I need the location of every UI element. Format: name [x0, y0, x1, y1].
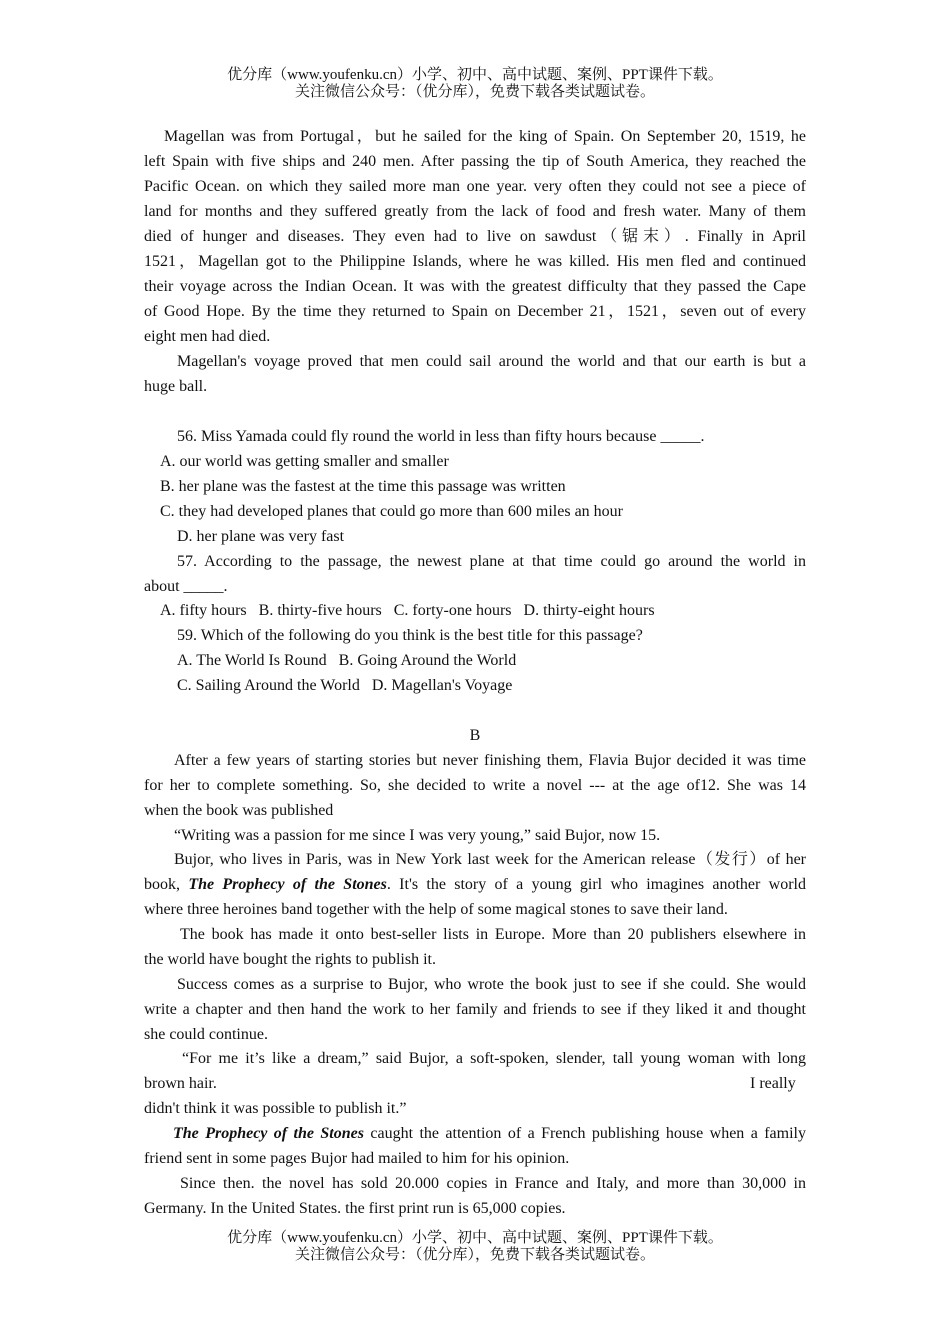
passage-b-line: “Writing was a passion for me since I was very young,” said Bujor, now 15.: [174, 827, 661, 844]
text-run: . It's the story of a young girl who imagines another world: [386, 876, 806, 893]
passage-b-line: Germany. In the United States. the first print run is 65,000 copies.: [144, 1200, 566, 1217]
question-59-options-ab: A. The World Is Round B. Going Around the World: [177, 652, 517, 669]
passage-b-line-right: I really: [750, 1075, 796, 1092]
passage-b-line: Bujor, who lives in Paris, was in New York last week for the American release（发行）of her: [174, 851, 806, 868]
passage-b-line: when the book was published: [144, 802, 334, 819]
passage-b-line: Since then. the novel has sold 20.000 copies in France and Italy, and more than 30,000 in: [180, 1175, 806, 1192]
header-line-1: 优分库（www.youfenku.cn）小学、初中、高中试题、案例、PPT课件下载。: [227, 67, 723, 83]
question-56-option-b: B. her plane was the fastest at the time this passage was written: [160, 478, 566, 495]
passage-b-line: where three heroines band together with the help of some magical stones to save their land.: [144, 901, 728, 918]
passage-b-line: didn't think it was possible to publish it.”: [144, 1100, 407, 1117]
passage-b-line: After a few years of starting stories but never finishing them, Flavia Bujor decided it was time: [174, 752, 806, 769]
passage-a-line: their voyage across the Indian Ocean. It was with the greatest difficulty that they passed the Cape: [144, 278, 806, 295]
passage-b-line: brown hair.: [144, 1075, 217, 1092]
passage-a-line: of Good Hope. By the time they returned to Spain on December 21，1521，seven out of every: [144, 303, 807, 320]
question-56-option-a: A. our world was getting smaller and smaller: [160, 453, 449, 470]
question-57-options: A. fifty hours B. thirty-five hours C. forty-one hours D. thirty-eight hours: [160, 602, 655, 619]
book-title: The Prophecy of the Stones: [173, 1125, 364, 1142]
passage-a-line: land for months and they suffered greatly from the lack of food and fresh water. Many of them: [144, 203, 806, 220]
passage-b-line: “For me it’s like a dream,” said Bujor, a soft-spoken, slender, tall young woman with long: [182, 1050, 806, 1067]
question-57: 57. According to the passage, the newest plane at that time could go around the world in: [177, 553, 806, 570]
passage-a-line: eight men had died.: [144, 328, 271, 345]
passage-b-line: she could continue.: [144, 1026, 268, 1043]
passage-b-line: the world have bought the rights to publish it.: [144, 951, 436, 968]
passage-b-line: [144, 875, 806, 895]
passage-b-line: Success comes as a surprise to Bujor, who wrote the book just to see if she could. She would: [177, 976, 806, 993]
passage-a-line: died of hunger and diseases. They even had to live on sawdust（锯末）. Finally in April: [144, 228, 806, 245]
passage-a-line: huge ball.: [144, 378, 208, 395]
question-57-continued: about _____.: [144, 578, 228, 595]
passage-a-line: Magellan's voyage proved that men could sail around the world and that our earth is but a: [177, 353, 806, 370]
question-56-option-d: D. her plane was very fast: [177, 528, 345, 545]
question-59: 59. Which of the following do you think is the best title for this passage?: [177, 627, 643, 644]
footer-line-2: 关注微信公众号：（优分库），免费下载各类试题试卷。: [294, 1247, 655, 1263]
header-line-2: 关注微信公众号：（优分库），免费下载各类试题试卷。: [294, 84, 655, 100]
passage-b-line: write a chapter and then hand the work to her family and friends to see if they liked it and thought: [144, 1001, 806, 1018]
question-56-option-c: C. they had developed planes that could go more than 600 miles an hour: [160, 503, 623, 520]
passage-a-line: Magellan was from Portugal，but he sailed for the king of Spain. On September 20, 1519, he: [164, 128, 806, 145]
passage-a-line: Pacific Ocean. on which they sailed more man one year. very often they could not see a piece of: [144, 178, 806, 195]
footer-line-1: 优分库（www.youfenku.cn）小学、初中、高中试题、案例、PPT课件下载。: [227, 1230, 723, 1246]
text-run: book,: [144, 876, 189, 893]
passage-a-line: left Spain with five ships and 240 men. After passing the tip of South America, they reached the: [144, 153, 806, 170]
passage-a-line: 1521，Magellan got to the Philippine Islands, where he was killed. His men fled and continued: [144, 253, 806, 270]
passage-b-line: friend sent in some pages Bujor had mailed to him for his opinion.: [144, 1150, 570, 1167]
section-label: B: [469, 727, 481, 744]
question-56: 56. Miss Yamada could fly round the world in less than fifty hours because _____.: [177, 428, 705, 445]
passage-b-line: The book has made it onto best-seller lists in Europe. More than 20 publishers elsewhere in: [180, 926, 806, 943]
passage-b-line: [144, 1124, 806, 1144]
text-run: caught the attention of a French publishing house when a family: [363, 1125, 806, 1142]
passage-b-line: for her to complete something. So, she decided to write a novel --- at the age of12. She was 14: [144, 777, 806, 794]
question-59-options-cd: C. Sailing Around the World D. Magellan's Voyage: [177, 677, 513, 694]
page-footer: [0, 1230, 950, 1264]
page-header: [0, 67, 950, 101]
book-title: The Prophecy of the Stones: [188, 876, 387, 893]
